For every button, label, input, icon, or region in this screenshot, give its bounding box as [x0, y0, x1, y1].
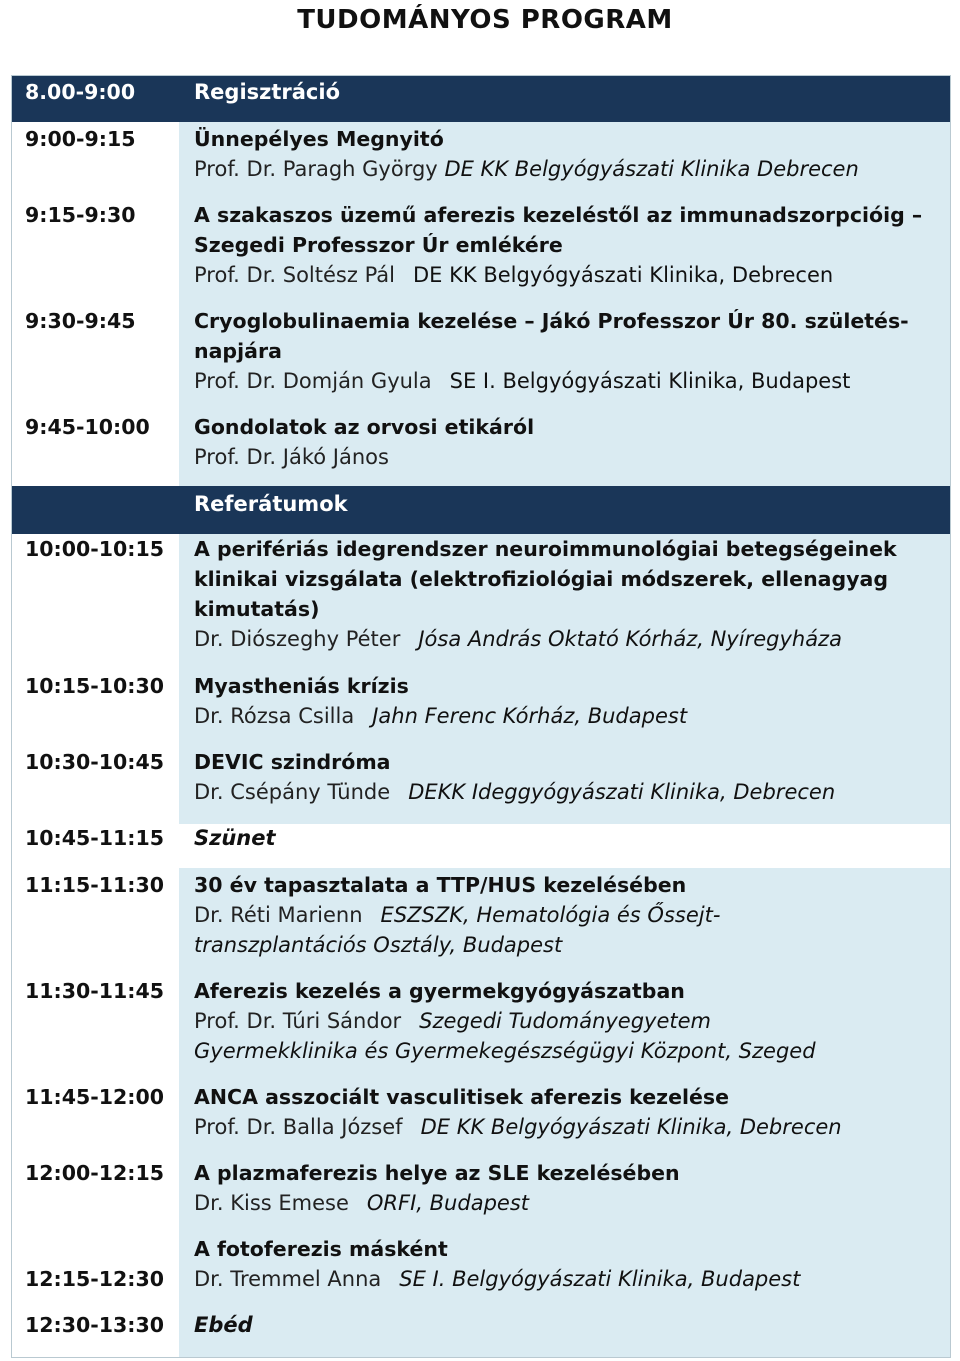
- section-header: Referátumok: [194, 492, 348, 516]
- session-speaker: Dr. Csépány Tünde: [194, 780, 391, 804]
- lunch-label: Ebéd: [194, 1313, 253, 1337]
- session-institution: Jahn Ferenc Kórház, Budapest: [372, 704, 688, 728]
- session-speaker: Prof. Dr. Balla József: [194, 1115, 403, 1139]
- session-institution: SE I. Belgyógyászati Klinika, Budapest: [399, 1267, 801, 1291]
- session-speaker: Prof. Dr. Soltész Pál: [194, 263, 395, 287]
- break-label: Szünet: [194, 826, 276, 850]
- session-institution: Jósa András Oktató Kórház, Nyíregyháza: [418, 627, 842, 651]
- session-institution: DE KK Belgyógyászati Klinika, Debrecen: [420, 1115, 842, 1139]
- session-title: Gondolatok az orvosi etikáról: [194, 415, 535, 439]
- session-time: 10:30-10:45: [25, 750, 165, 774]
- session-title-line: napjára: [194, 339, 282, 363]
- session-speaker: Dr. Rózsa Csilla: [194, 704, 355, 728]
- session-time: 10:15-10:30: [25, 674, 165, 698]
- session-speaker: Dr. Tremmel Anna: [194, 1267, 382, 1291]
- session-time: 11:15-11:30: [25, 873, 165, 897]
- session-institution: ESZSZK, Hematológia és Őssejt-: [380, 903, 721, 927]
- session-institution: DE KK Belgyógyászati Klinika Debrecen: [444, 157, 859, 181]
- program-table: [11, 75, 951, 1358]
- registration-band: [12, 76, 950, 122]
- session-title-line: A szakaszos üzemű aferezis kezeléstől az immunadszorpcióig –: [194, 203, 923, 227]
- session-time: 11:45-12:00: [25, 1085, 165, 1109]
- session-title-line: klinikai vizsgálata (elektrofiziológiai módszerek, ellenagyag: [194, 567, 889, 591]
- session-speaker: Dr. Diószeghy Péter: [194, 627, 401, 651]
- session-speaker: Prof. Dr. Túri Sándor: [194, 1009, 402, 1033]
- session-time: 12:00-12:15: [25, 1161, 165, 1185]
- session-institution: Szegedi Tudományegyetem: [419, 1009, 712, 1033]
- session-time: 9:00-9:15: [25, 127, 136, 151]
- session-title: ANCA asszociált vasculitisek aferezis kezelése: [194, 1085, 730, 1109]
- session-institution: DEKK Ideggyógyászati Klinika, Debrecen: [408, 780, 836, 804]
- session-title-line: Cryoglobulinaemia kezelése – Jákó Professzor Úr 80. születés-: [194, 309, 909, 333]
- session-title: A plazmaferezis helye az SLE kezelésében: [194, 1161, 680, 1185]
- session-title: 30 év tapasztalata a TTP/HUS kezelésében: [194, 873, 687, 897]
- section-header-band: [12, 486, 950, 534]
- session-institution-line2: transzplantációs Osztály, Budapest: [194, 933, 563, 957]
- session-speaker: Prof. Dr. Domján Gyula: [194, 369, 432, 393]
- session-institution: SE I. Belgyógyászati Klinika, Budapest: [449, 369, 851, 393]
- session-time: 10:45-11:15: [25, 826, 165, 850]
- session-title-line: A perifériás idegrendszer neuroimmunológiai betegségeinek: [194, 537, 897, 561]
- session-institution: DE KK Belgyógyászati Klinika, Debrecen: [413, 263, 834, 287]
- session-speaker: Dr. Kiss Emese: [194, 1191, 349, 1215]
- session-title: DEVIC szindróma: [194, 750, 391, 774]
- registration-label: Regisztráció: [194, 80, 341, 104]
- page-title: TUDOMÁNYOS PROGRAM: [297, 5, 673, 35]
- session-title: A fotoferezis másként: [194, 1237, 448, 1261]
- session-speaker: Prof. Dr. Jákó János: [194, 445, 389, 469]
- session-title: Aferezis kezelés a gyermekgyógyászatban: [194, 979, 685, 1003]
- session-time: 10:00-10:15: [25, 537, 165, 561]
- session-time: 12:15-12:30: [25, 1267, 165, 1291]
- session-time: 12:30-13:30: [25, 1313, 165, 1337]
- session-time: 9:30-9:45: [25, 309, 136, 333]
- session-time: 11:30-11:45: [25, 979, 165, 1003]
- session-title-line: Szegedi Professzor Úr emlékére: [194, 233, 563, 257]
- session-institution-line2: Gyermekklinika és Gyermekegészségügyi Központ, Szeged: [194, 1039, 816, 1063]
- session-title: Myastheniás krízis: [194, 674, 409, 698]
- session-time: 9:15-9:30: [25, 203, 136, 227]
- session-speaker: Prof. Dr. Paragh György: [194, 157, 438, 181]
- session-institution: ORFI, Budapest: [366, 1191, 529, 1215]
- session-title-line: kimutatás): [194, 597, 320, 621]
- session-speaker: Dr. Réti Marienn: [194, 903, 363, 927]
- registration-time: 8.00-9:00: [25, 80, 136, 104]
- session-title: Ünnepélyes Megnyitó: [194, 127, 444, 151]
- session-time: 9:45-10:00: [25, 415, 150, 439]
